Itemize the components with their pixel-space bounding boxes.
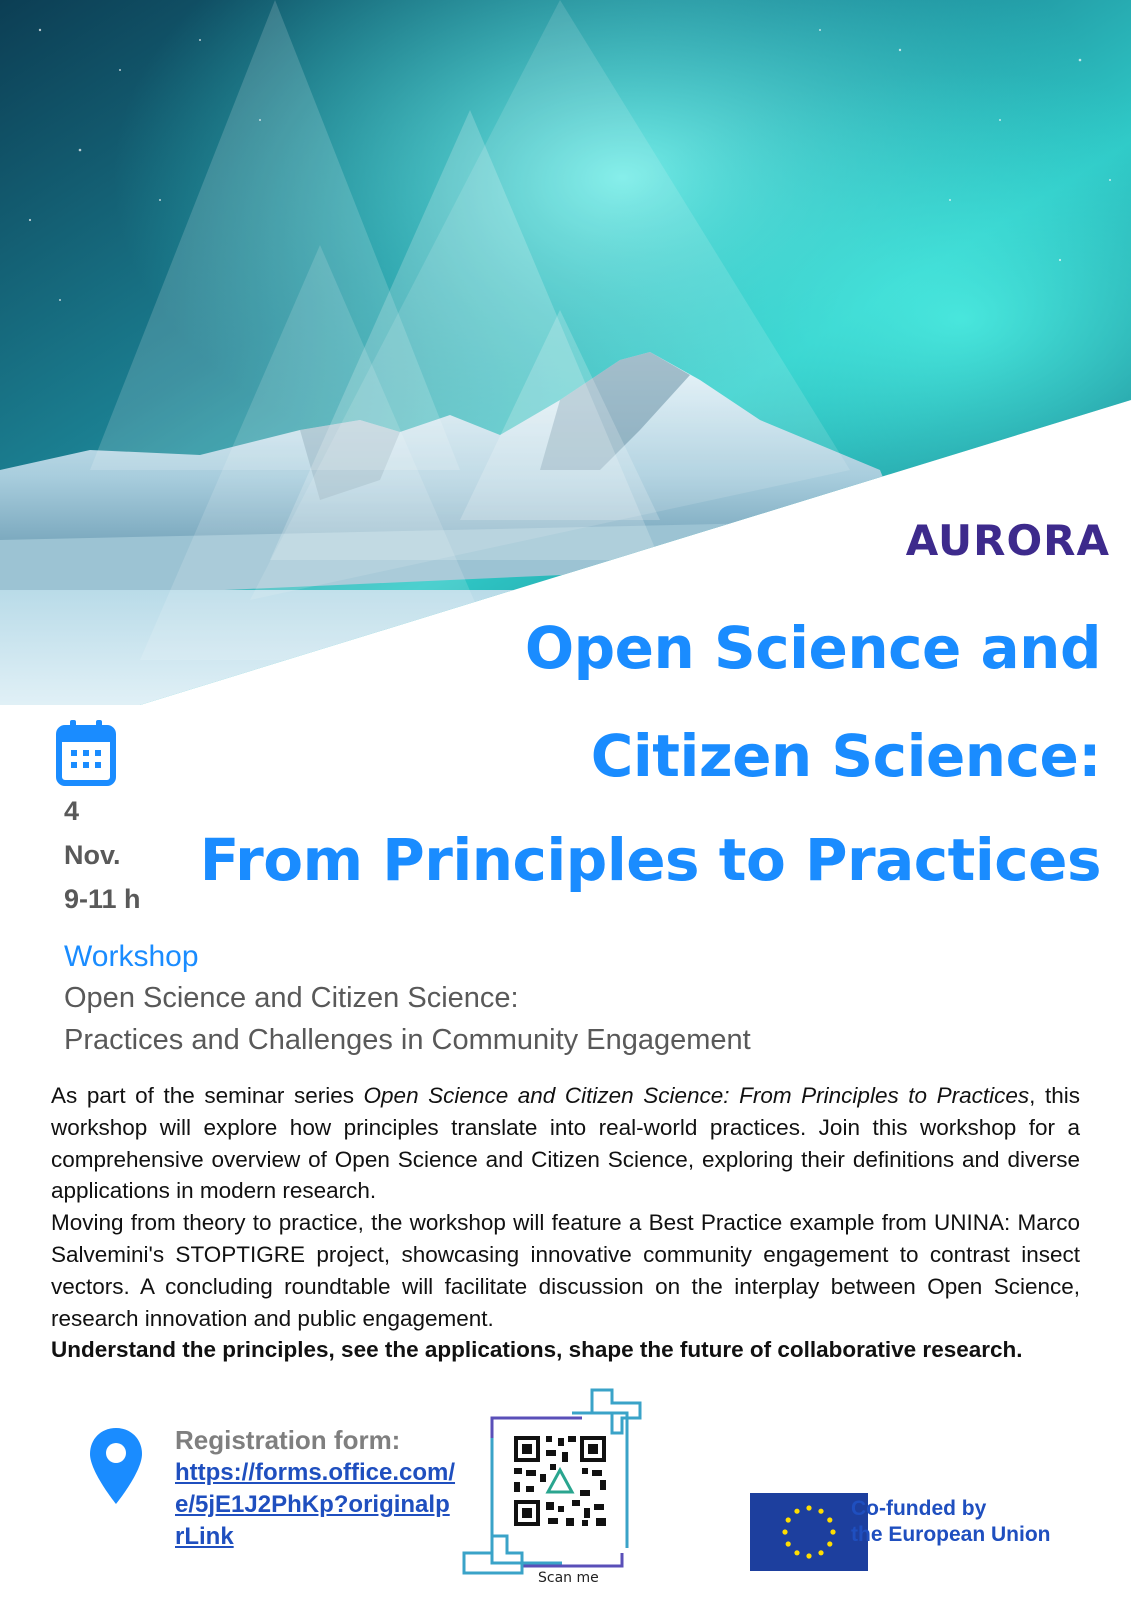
eu-funding-text xyxy=(851,1496,1051,1548)
eu-star xyxy=(818,1509,823,1514)
qr-caption: Scan me xyxy=(538,1570,599,1586)
workshop-subtitle-1: Open Science and Citizen Science: xyxy=(64,982,519,1014)
title-line-3: From Principles to Practices xyxy=(199,826,1101,894)
eu-star xyxy=(786,1517,791,1522)
description xyxy=(51,1080,1080,1366)
description-paragraph-1 xyxy=(51,1080,1080,1207)
eu-star xyxy=(782,1529,787,1534)
eu-star xyxy=(806,1553,811,1558)
eu-star xyxy=(806,1505,811,1510)
eu-star xyxy=(794,1509,799,1514)
eu-star xyxy=(827,1517,832,1522)
hero-aurora-image xyxy=(0,0,1131,710)
eu-star xyxy=(794,1550,799,1555)
event-day: 4 xyxy=(64,796,80,826)
logo-text: AURORA xyxy=(905,516,1110,565)
workshop-label: Workshop xyxy=(64,940,199,973)
eu-star xyxy=(827,1541,832,1546)
aurora-logo xyxy=(870,516,1110,564)
eu-funding-line-1: Co-funded by xyxy=(851,1497,987,1520)
description-rest: , this workshop will explore how principles translate into real-world practices. Join this workshop for a comprehensive overview of Open Science and Citizen Science, exploring their definitions and diverse applications in modern research. xyxy=(51,1083,1080,1204)
title-line-1: Open Science and xyxy=(524,614,1101,682)
series-title: Open Science and Citizen Science: From Principles to Practices xyxy=(363,1083,1030,1108)
event-time: 9-11 h xyxy=(64,884,141,914)
calendar-icon xyxy=(56,718,116,786)
eu-star xyxy=(830,1529,835,1534)
location-pin-icon xyxy=(88,1426,144,1506)
eu-funding-line-2: the European Union xyxy=(851,1523,1051,1546)
description-tagline xyxy=(51,1334,1080,1366)
title-line-2: Citizen Science: xyxy=(590,722,1101,790)
event-month: Nov. xyxy=(64,840,121,870)
workshop-subtitle-2: Practices and Challenges in Community Engagement xyxy=(64,1024,751,1056)
qr-code-card[interactable] xyxy=(462,1378,670,1588)
qr-frame-graphic xyxy=(462,1378,670,1588)
description-intro: As part of the seminar series xyxy=(51,1083,364,1108)
description-paragraph-2: Moving from theory to practice, the workshop will feature a Best Practice example from UNINA: Marco Salvemini's STOPTIGRE project, showcasing innovative community engagement to contrast insect vectors. A concluding roundtable will facilitate discussion on the interplay between Open Science, research innovation and public engagement. xyxy=(51,1210,1080,1331)
tagline-text: Understand the principles, see the applications, shape the future of collaborative research. xyxy=(51,1337,1023,1363)
eu-star xyxy=(786,1541,791,1546)
registration-link[interactable]: https://forms.office.com/e/5jE1J2PhKp?originalprLink xyxy=(175,1459,456,1550)
registration-label: Registration form: xyxy=(175,1425,401,1455)
eu-star xyxy=(818,1550,823,1555)
